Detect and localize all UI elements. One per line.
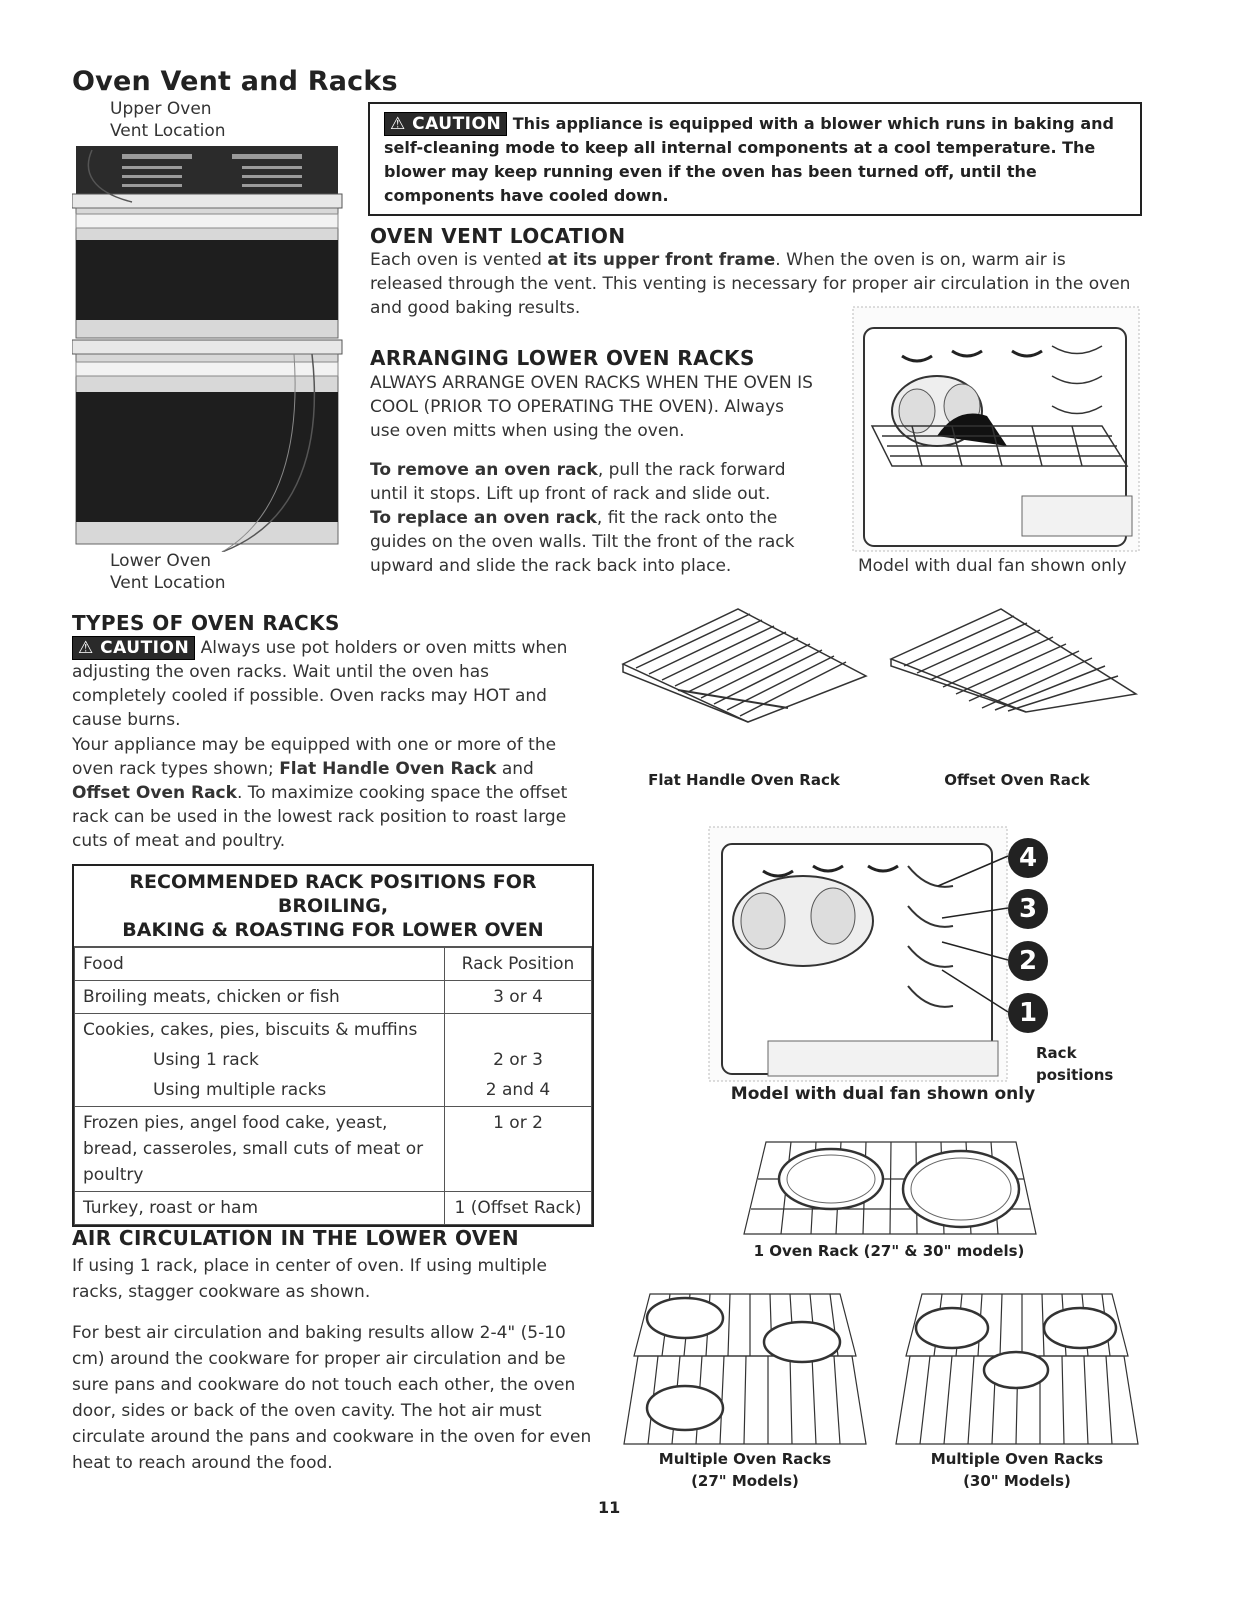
food-cell: Frozen pies, angel food cake, yeast, bread, casseroles, small cuts of meat or poultry <box>75 1107 445 1192</box>
double-oven-illustration <box>72 142 347 552</box>
upper-vent-label: Upper Oven Vent Location <box>110 99 226 141</box>
double-oven-figure <box>72 98 352 598</box>
rack-cell: 1 (Offset Rack) <box>445 1192 592 1225</box>
offset-caption: Offset Oven Rack <box>944 771 1090 789</box>
rack-cell: 1 or 2 <box>445 1107 592 1192</box>
table-header-row <box>75 948 592 981</box>
flat-handle-caption: Flat Handle Oven Rack <box>648 771 840 789</box>
oven-interior-rack-removal-illustration <box>852 306 1140 552</box>
food-cell: Turkey, roast or ham <box>75 1192 445 1225</box>
vent-location-heading: OVEN VENT LOCATION <box>370 224 626 248</box>
caution-text: This appliance is equipped with a blower which runs in baking and self-cleaning mode to keep all internal components at a cool temperature. The blower may keep running even if the oven has been turned off, until the components have cooled down. <box>384 114 1114 205</box>
rack-position-3-badge: 3 <box>1008 889 1048 929</box>
types-paragraph: Your appliance may be equipped with one or more of the oven rack types shown; Flat Handle Oven Rack and Offset Oven Rack. To maximize cooking space the offset rack can be used in the lowest rack position to roast large cuts of meat and poultry. <box>72 735 568 851</box>
rack-position-1-badge: 1 <box>1008 993 1048 1033</box>
multiple-racks-30-caption: Multiple Oven Racks (30" Models) <box>930 1450 1104 1490</box>
air-circulation-p1: If using 1 rack, place in center of oven. If using multiple racks, stagger cookware as shown. <box>72 1256 547 1302</box>
blower-caution-box <box>368 102 1142 216</box>
types-caution: ⚠ CAUTION Always use pot holders or oven mitts when adjusting the oven racks. Wait until the oven has completely cooled if possible. Oven racks may HOT and cause burns. <box>72 638 568 730</box>
dual-fan-caption-top: Model with dual fan shown only <box>858 556 1127 576</box>
header-food: Food <box>75 948 445 981</box>
table-title: RECOMMENDED RACK POSITIONS FOR BROILING, BAKING & ROASTING FOR LOWER OVEN <box>74 866 592 947</box>
air-circulation-p2: For best air circulation and baking results allow 2-4" (5-10 cm) around the cookware for proper air circulation and be sure pans and cookware do not touch each other, the oven door, sides or back of the oven cavity. The hot air must circulate around the pans and cookware in the oven for even heat to reach around the food. <box>72 1323 592 1473</box>
food-cell: Broiling meats, chicken or fish <box>75 981 445 1014</box>
one-rack-illustration <box>736 1134 1042 1238</box>
caution-badge-small: ⚠ CAUTION <box>72 636 195 660</box>
one-rack-caption: 1 Oven Rack (27" & 30" models) <box>753 1242 1025 1260</box>
page-title: Oven Vent and Racks <box>72 66 398 97</box>
table-row <box>75 1107 592 1192</box>
table-row <box>75 1014 592 1107</box>
rack-position-4-badge: 4 <box>1008 838 1048 878</box>
arranging-heading: ARRANGING LOWER OVEN RACKS <box>370 346 755 370</box>
rack-cell: 2 or 3 2 and 4 <box>445 1014 592 1107</box>
vent-location-text: Each oven is vented at its upper front frame. When the oven is on, warm air is released through the vent. This venting is necessary for proper air circulation in the oven and good baking results. <box>370 250 1131 318</box>
rack-positions-table <box>72 864 594 1227</box>
dual-fan-caption-bottom: Model with dual fan shown only <box>730 1084 1036 1104</box>
arranging-instructions: To remove an oven rack, pull the rack forward until it stops. Lift up front of rack and slide out. To replace an oven rack, fit the rack onto the guides on the oven walls. Tilt the front of the rack upward and slide the rack back into place. <box>370 460 795 576</box>
rack-positions-label: Rack positions <box>1036 1044 1114 1084</box>
multiple-racks-27-illustration <box>620 1290 870 1448</box>
types-heading: TYPES OF OVEN RACKS <box>72 611 340 635</box>
rack-position-2-badge: 2 <box>1008 941 1048 981</box>
caution-badge: ⚠ CAUTION <box>384 112 507 136</box>
header-rack-position: Rack Position <box>445 948 592 981</box>
table-row <box>75 1192 592 1225</box>
rack-cell: 3 or 4 <box>445 981 592 1014</box>
lower-vent-label: Lower Oven Vent Location <box>110 551 226 593</box>
multiple-racks-30-illustration <box>892 1290 1142 1448</box>
multiple-racks-27-caption: Multiple Oven Racks (27" Models) <box>658 1450 832 1490</box>
flat-handle-rack-illustration <box>618 604 870 724</box>
page-number: 11 <box>598 1498 621 1517</box>
food-cell: Cookies, cakes, pies, biscuits & muffins Using 1 rack Using multiple racks <box>75 1014 445 1107</box>
air-circulation-heading: AIR CIRCULATION IN THE LOWER OVEN <box>72 1226 519 1250</box>
table-row <box>75 981 592 1014</box>
offset-rack-illustration <box>886 604 1142 714</box>
arranging-intro: ALWAYS ARRANGE OVEN RACKS WHEN THE OVEN IS COOL (PRIOR TO OPERATING THE OVEN). Always use oven mitts when using the oven. <box>370 373 813 441</box>
